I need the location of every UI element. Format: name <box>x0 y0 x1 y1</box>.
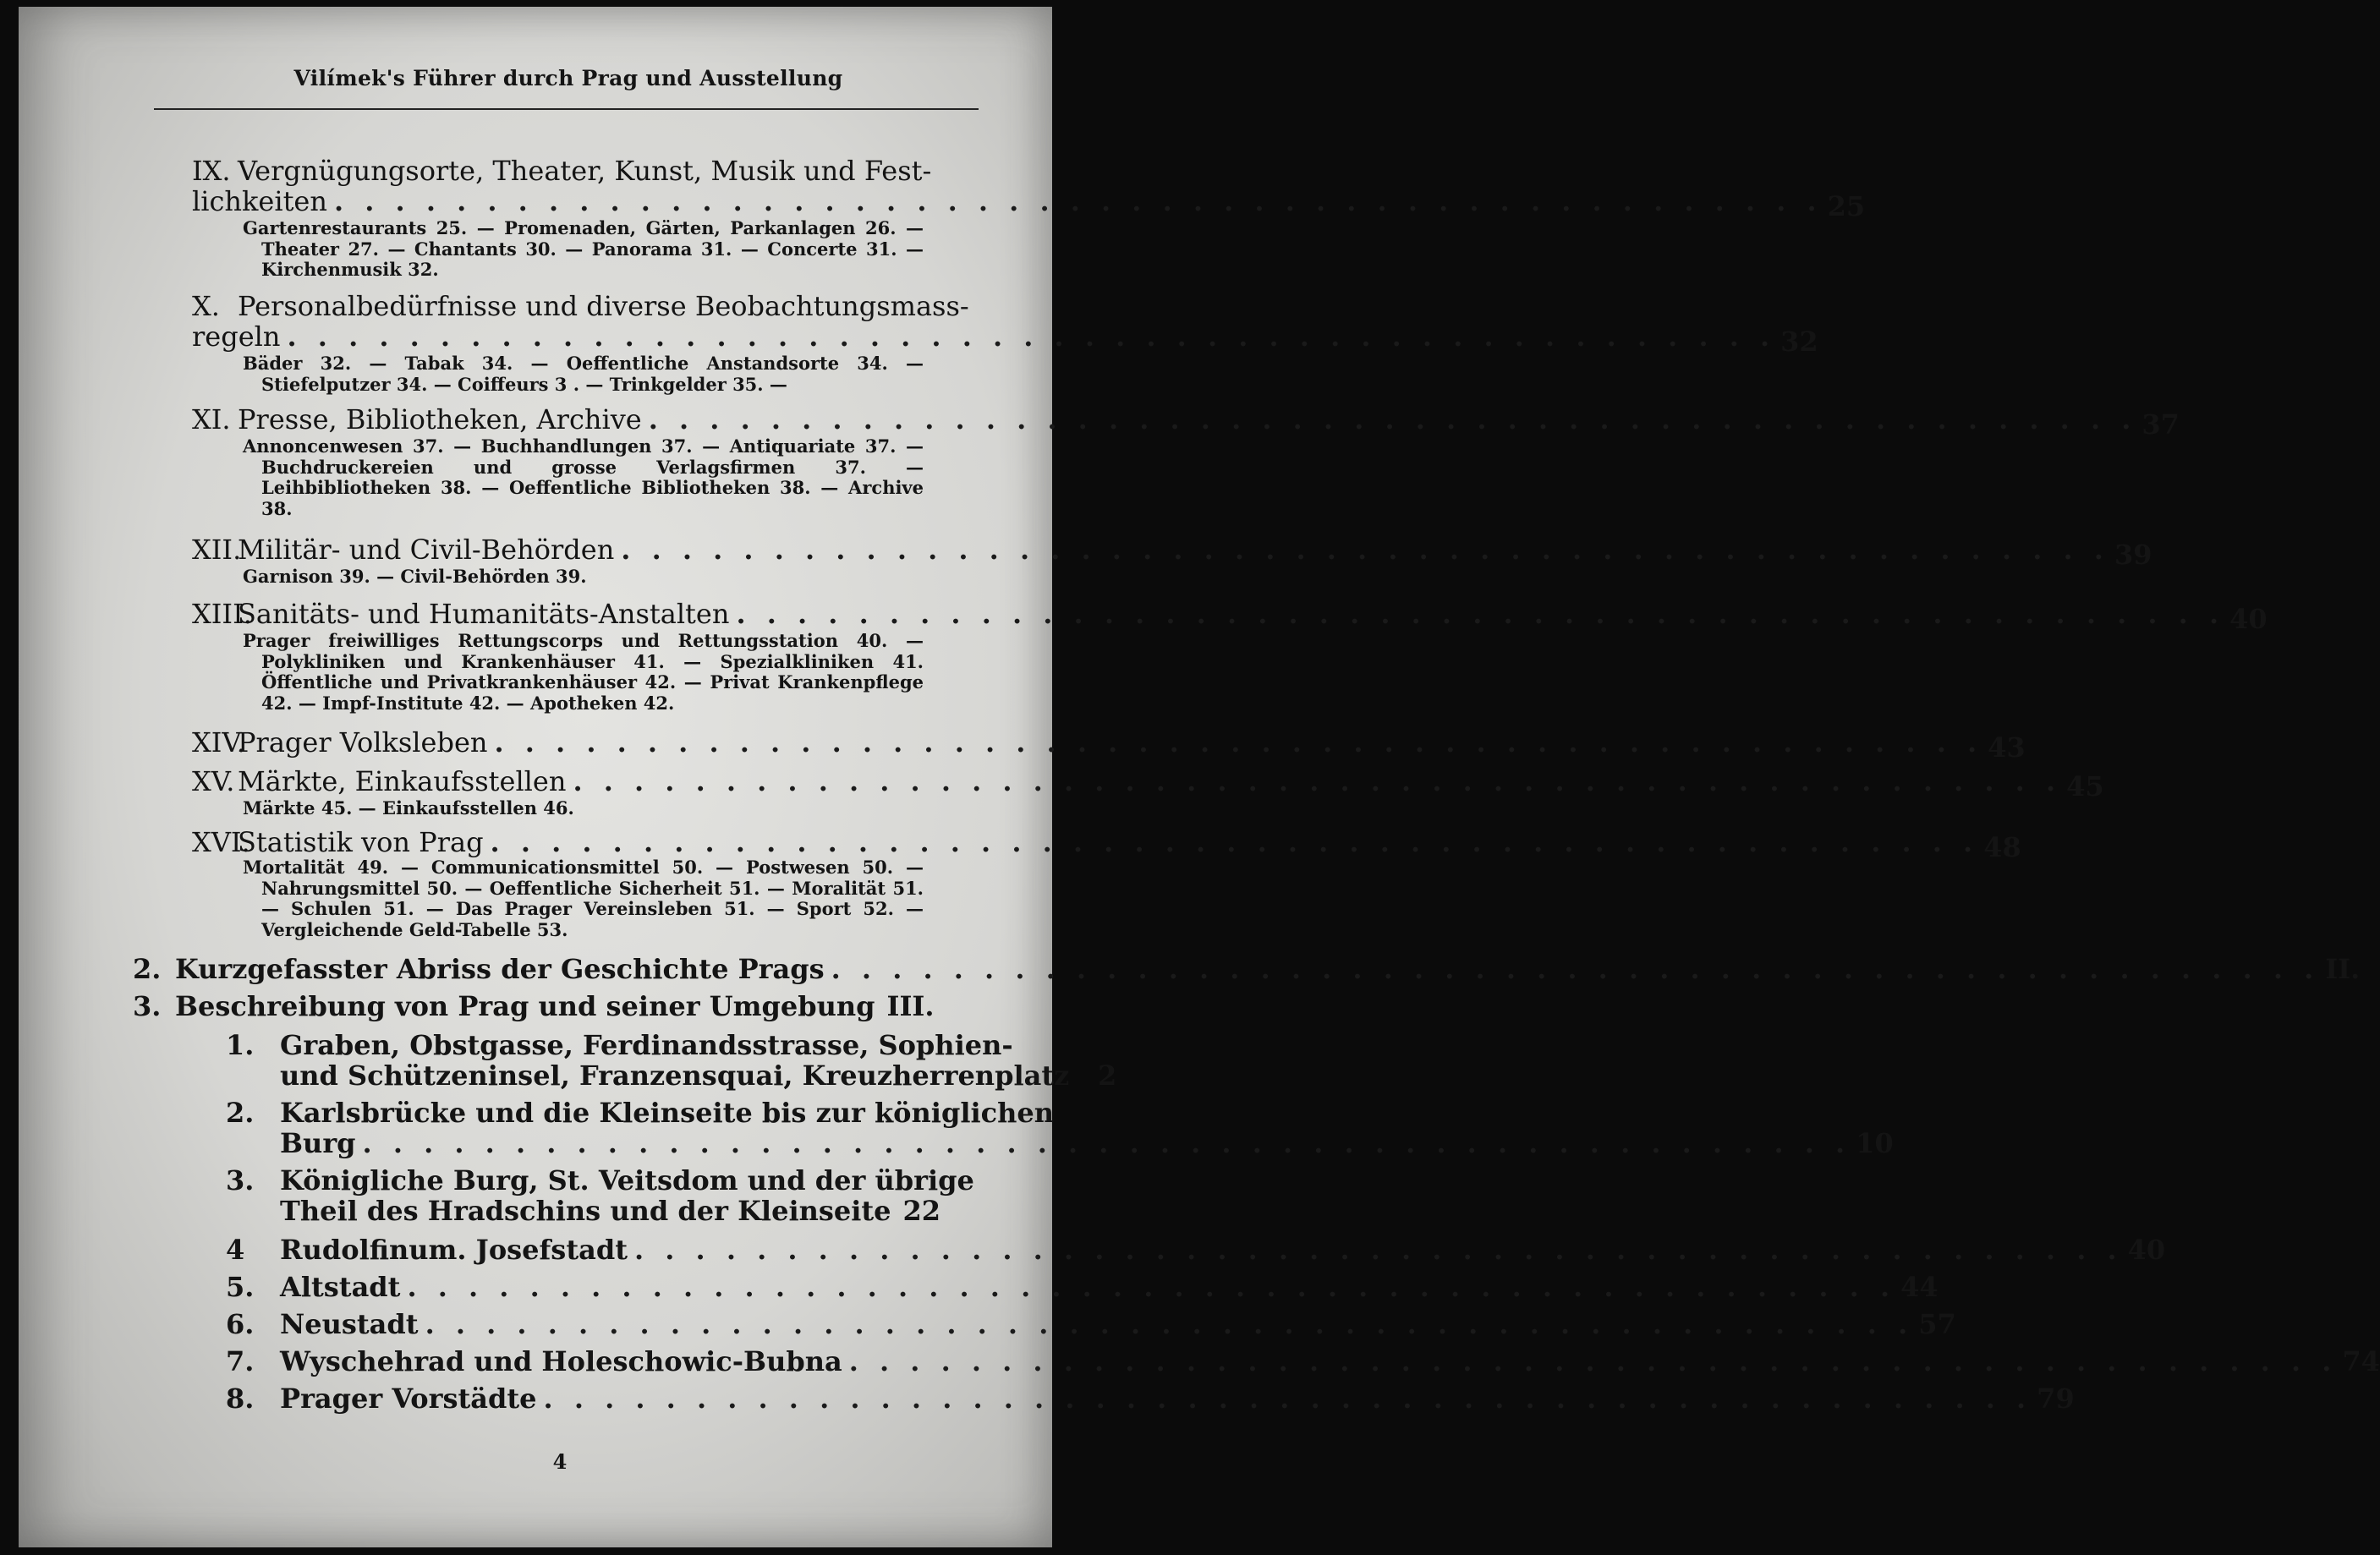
toc-section-ix <box>192 155 932 187</box>
section-title: Militär- und Civil-Behörden <box>238 534 615 566</box>
section-number: X. <box>192 290 220 322</box>
toc-subchapter-2-continued <box>280 1127 1894 1159</box>
toc-section-xiv <box>192 726 2026 764</box>
toc-subchapter-3 <box>226 1164 974 1196</box>
section-title: Statistik von Prag <box>238 826 484 858</box>
subchapter-number: 1. <box>226 1029 255 1061</box>
page-number: 48 <box>1983 831 2021 863</box>
section-description: Bäder 32. — Tabak 34. — Oeffentliche Anstandsorte 34. — Stiefelputzer 34. — Coiffeurs 3 . — Trinkgelder 35. — <box>243 353 924 395</box>
leader-dots: . . . . . . . . . . . . . . . . . . . . . . . . . . . . . . . . . . . . . . . . . . . . . . . . . <box>494 726 1983 758</box>
toc-subchapter-5 <box>226 1271 1939 1303</box>
toc-subchapter-4 <box>226 1234 2166 1266</box>
subchapter-number: 3. <box>226 1164 255 1196</box>
toc-chapter-2 <box>133 953 2361 985</box>
section-title: Sanitäts- und Humanitäts-Anstalten <box>238 598 730 630</box>
section-number: XI. <box>192 403 231 435</box>
page-number: 25 <box>1827 190 1866 222</box>
page-number: 45 <box>2066 770 2104 802</box>
section-description: Annoncenwesen 37. — Buchhandlungen 37. — Antiquariate 37. — Buchdruckereien und grosse Verlagsfirmen 37. — Leihbibliotheken 38. — Oeffentliche Bibliotheken 38. — Archive 38. <box>243 435 924 519</box>
page-number: II. <box>2325 953 2361 985</box>
chapter-number: 3. <box>133 990 162 1022</box>
section-description: Gartenrestaurants 25. — Promenaden, Gärten, Parkanlagen 26. — Theater 27. — Chantants 30. — Panorama 31. — Concerte 31. — Kirchenmusik 32. <box>243 217 924 280</box>
toc-chapter-3 <box>133 990 935 1022</box>
page-number: 57 <box>1918 1308 1956 1340</box>
leader-dots: . . . . . . . . . . . . . . . . . . . . . . . . . . . . . . . . . . . . . . . . . . . . . . . . . <box>736 598 2225 630</box>
subchapter-title-continued: und Schützeninsel, Franzensquai, Kreuzherrenplatz <box>280 1059 1070 1092</box>
subchapter-number: 4 <box>226 1234 245 1266</box>
page-number: 22 <box>902 1195 941 1227</box>
leader-dots: . . . . . . . . . . . . . . . . . . . . . . . . . . . . . . . . . . . . . . . . . . . . . . . . . <box>633 1234 2123 1266</box>
section-title-continued: lichkeiten <box>192 185 327 217</box>
page-number: III. <box>886 990 935 1022</box>
section-title: Personalbedürfnisse und diverse Beobachtungsmass- <box>238 290 969 322</box>
page-number: 74 <box>2342 1345 2380 1377</box>
subchapter-number: 6. <box>226 1308 255 1340</box>
subchapter-title: Prager Vorstädte <box>280 1383 537 1415</box>
subchapter-title: Neustadt <box>280 1308 419 1340</box>
leader-dots: . . . . . . . . . . . . . . . . . . . . . . . . . . . . . . . . . . . . . . . . . . . . . . . . . <box>543 1383 2032 1415</box>
page-number: 2 <box>1098 1059 1117 1092</box>
chapter-number: 2. <box>133 953 162 985</box>
page-number: 37 <box>2141 408 2180 441</box>
section-title: Märkte, Einkaufsstellen <box>238 765 567 797</box>
toc-subchapter-2 <box>226 1097 1054 1129</box>
chapter-title: Kurzgefasster Abriss der Geschichte Prags <box>175 953 825 985</box>
section-number: XIV. <box>192 726 246 758</box>
page-number: 40 <box>2127 1234 2166 1266</box>
subchapter-number: 2. <box>226 1097 255 1129</box>
leader-dots: . . . . . . . . . . . . . . . . . . . . . . . . . . . . . . . . . . . . . . . . . . . . . . . . . <box>287 320 1776 353</box>
subchapter-number: 7. <box>226 1345 255 1377</box>
leader-dots: . . . . . . . . . . . . . . . . . . . . . . . . . . . . . . . . . . . . . . . . . . . . . . . . . <box>407 1271 1896 1303</box>
section-description: Mortalität 49. — Communicationsmittel 50. — Postwesen 50. — Nahrungsmittel 50. — Oeffentliche Sicherheit 51. — Moralität 51. — Schulen 51. — Das Prager Vereinsleben 51. — Sport 52. — Vergleichende Geld-Tabelle 53. <box>243 857 924 940</box>
section-title: Vergnügungsorte, Theater, Kunst, Musik und Fest- <box>238 155 932 187</box>
toc-section-xvi <box>192 826 2021 863</box>
leader-dots: . . . . . . . . . . . . . . . . . . . . . . . . . . . . . . . . . . . . . . . . . . . . . . . . . <box>831 953 2320 985</box>
toc-section-xi <box>192 403 2180 441</box>
section-description: Garnison 39. — Civil-Behörden 39. <box>243 566 587 587</box>
section-title: Prager Volksleben <box>238 726 488 758</box>
toc-subchapter-1 <box>226 1029 1013 1061</box>
running-header: Vilímek's Führer durch Prag und Ausstellung <box>293 66 843 90</box>
toc-subchapter-1-continued <box>280 1059 1117 1092</box>
toc-section-x-continued <box>192 320 1818 358</box>
page-number: 79 <box>2037 1383 2075 1415</box>
page-number: 39 <box>2114 539 2152 571</box>
page-number: 43 <box>1988 731 2026 764</box>
section-description: Märkte 45. — Einkaufsstellen 46. <box>243 797 574 819</box>
toc-subchapter-8 <box>226 1383 2075 1415</box>
leader-dots: . . . . . . . . . . . . . . . . . . . . . . . . . . . . . . . . . . . . . . . . . . . . . . . . . <box>621 534 2109 566</box>
subchapter-title-continued: Theil des Hradschins und der Kleinseite <box>280 1195 891 1227</box>
subchapter-title: Graben, Obstgasse, Ferdinandsstrasse, Sophien- <box>280 1029 1013 1061</box>
subchapter-title: Karlsbrücke und die Kleinseite bis zur königlichen <box>280 1097 1054 1129</box>
toc-section-xiii <box>192 598 2268 635</box>
leader-dots: . . . . . . . . . . . . . . . . . . . . . . . . . . . . . . . . . . . . . . . . . . . . . . . . . <box>333 185 1823 217</box>
toc-subchapter-7 <box>226 1345 2380 1377</box>
leader-dots: . . . . . . . . . . . . . . . . . . . . . . . . . . . . . . . . . . . . . . . . . . . . . . . . . <box>848 1345 2338 1377</box>
section-number: IX. <box>192 155 231 187</box>
subchapter-title: Altstadt <box>280 1271 401 1303</box>
leader-dots: . . . . . . . . . . . . . . . . . . . . . . . . . . . . . . . . . . . . . . . . . . . . . . . . . <box>648 403 2137 435</box>
section-description: Prager freiwilliges Rettungscorps und Rettungsstation 40. — Polykliniken und Krankenhäuser 41. — Spezialkliniken 41. Öffentliche und Privatkrankenhäuser 42. — Privat Krankenpflege 42. — Impf-Institute 42. — Apotheken 42. <box>243 630 924 714</box>
section-number: XV. <box>192 765 235 797</box>
section-title-continued: regeln <box>192 320 281 353</box>
leader-dots: . . . . . . . . . . . . . . . . . . . . . . . . . . . . . . . . . . . . . . . . . . . . . . . . . <box>362 1127 1851 1159</box>
toc-section-xii <box>192 534 2152 571</box>
toc-section-x <box>192 290 969 322</box>
toc-subchapter-6 <box>226 1308 1956 1340</box>
subchapter-title: Königliche Burg, St. Veitsdom und der übrige <box>280 1164 974 1196</box>
section-number: XII. <box>192 534 242 566</box>
chapter-title: Beschreibung von Prag und seiner Umgebung <box>175 990 875 1022</box>
book-page <box>19 7 2380 1547</box>
section-number: XIII. <box>192 598 252 630</box>
folio-page-number: 4 <box>552 1449 568 1474</box>
page-number: 40 <box>2229 603 2268 635</box>
leader-dots: . . . . . . . . . . . . . . . . . . . . . . . . . . . . . . . . . . . . . . . . . . . . . . . . . <box>573 765 2062 797</box>
section-number: XVI. <box>192 826 250 858</box>
toc-subchapter-3-continued <box>280 1195 941 1227</box>
page-number: 32 <box>1780 326 1818 358</box>
subchapter-title-continued: Burg <box>280 1127 356 1159</box>
section-title: Presse, Bibliotheken, Archive <box>238 403 642 435</box>
subchapter-title: Rudolfinum. Josefstadt <box>280 1234 628 1266</box>
subchapter-number: 8. <box>226 1383 255 1415</box>
header-rule <box>154 108 979 110</box>
page-number: 10 <box>1856 1127 1894 1159</box>
leader-dots: . . . . . . . . . . . . . . . . . . . . . . . . . . . . . . . . . . . . . . . . . . . . . . . . . <box>490 826 1979 858</box>
toc-section-xv <box>192 765 2104 802</box>
leader-dots: . . . . . . . . . . . . . . . . . . . . . . . . . . . . . . . . . . . . . . . . . . . . . . . . . <box>425 1308 1914 1340</box>
subchapter-title: Wyschehrad und Holeschowic-Bubna <box>280 1345 842 1377</box>
subchapter-number: 5. <box>226 1271 255 1303</box>
page-number: 44 <box>1900 1271 1939 1303</box>
toc-section-ix-continued <box>192 185 1866 222</box>
